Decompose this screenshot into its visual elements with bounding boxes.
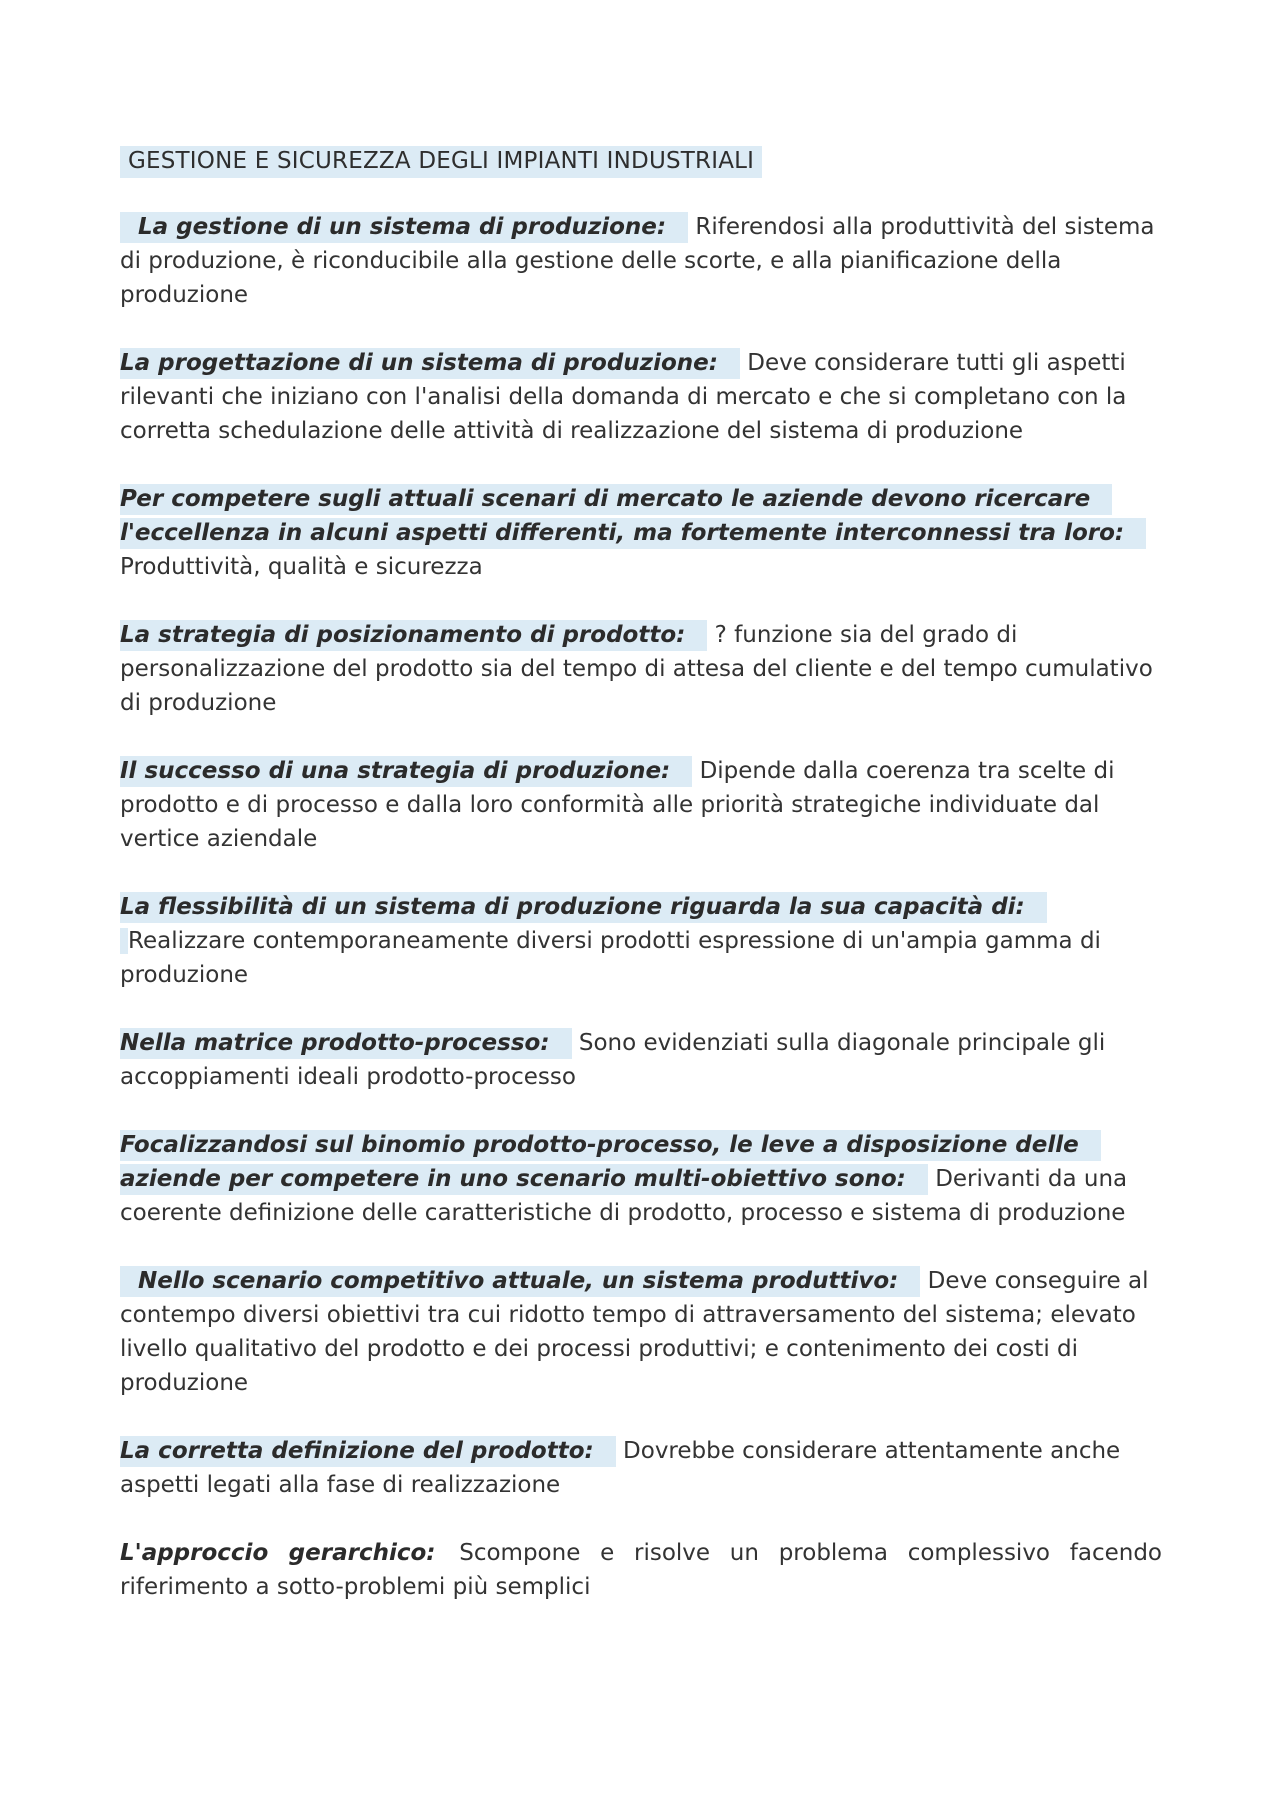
entry-term: La corretta definizione del prodotto: bbox=[120, 1436, 616, 1467]
entry-term: Il successo di una strategia di produzione: bbox=[120, 756, 692, 787]
entry-term: Nella matrice prodotto-processo: bbox=[120, 1028, 572, 1059]
entry-answer: Dovrebbe considerare attentamente anche aspetti legati alla fase di realizzazione bbox=[120, 1438, 1121, 1498]
entry-term: La flessibilità di un sistema di produzione riguarda la sua capacità di: bbox=[120, 892, 1047, 923]
entry-answer: Realizzare contemporaneamente diversi prodotti espressione di un'ampia gamma di produzione bbox=[120, 928, 1101, 988]
entry-term: L'approccio gerarchico: bbox=[120, 1540, 436, 1566]
entry-scenario-competitivo-attuale bbox=[120, 1264, 1162, 1400]
entry-answer: Produttività, qualità e sicurezza bbox=[120, 554, 483, 580]
entry-answer: Deve considerare tutti gli aspetti rilevanti che iniziano con l'analisi della domanda di mercato e che si completano con la corretta schedulazione delle attività di realizzazione del sistema di produzione bbox=[120, 350, 1127, 444]
entry-term: Per competere sugli attuali scenari di mercato le aziende devono ricercare l'eccellenza in alcuni aspetti differenti, ma fortemente interconnessi tra loro: bbox=[120, 484, 1146, 549]
entry-answer: ? funzione sia del grado di personalizzazione del prodotto sia del tempo di attesa del cliente e del tempo cumulativo di produzione bbox=[120, 622, 1153, 716]
entry-answer: Derivanti da una coerente definizione delle caratteristiche di prodotto, processo e sistema di produzione bbox=[120, 1166, 1128, 1226]
entry-answer: Scompone e risolve un problema complessivo facendo riferimento a sotto-problemi più semplici bbox=[120, 1540, 1162, 1600]
entry-matrice-prodotto-processo bbox=[120, 1026, 1162, 1094]
entry-approccio-gerarchico bbox=[120, 1536, 1162, 1604]
entry-progettazione-sistema-produzione bbox=[120, 346, 1162, 448]
entry-term: Nello scenario competitivo attuale, un sistema produttivo: bbox=[120, 1266, 920, 1297]
entry-term: La gestione di un sistema di produzione: bbox=[120, 212, 688, 243]
entry-competere-scenari-mercato bbox=[120, 482, 1162, 584]
entry-answer: Dipende dalla coerenza tra scelte di prodotto e di processo e dalla loro conformità alle priorità strategiche individuate dal vertice aziendale bbox=[120, 758, 1115, 852]
entry-gestione-sistema-produzione bbox=[120, 210, 1162, 312]
entry-term: Focalizzandosi sul binomio prodotto-processo, le leve a disposizione delle aziende per competere in uno scenario multi-obiettivo sono: bbox=[120, 1130, 1101, 1195]
entry-successo-strategia-produzione bbox=[120, 754, 1162, 856]
entry-term: La progettazione di un sistema di produzione: bbox=[120, 348, 740, 379]
entry-term: La strategia di posizionamento di prodotto: bbox=[120, 620, 707, 651]
entry-answer: Deve conseguire al contempo diversi obiettivi tra cui ridotto tempo di attraversamento del sistema; elevato livello qualitativo del prodotto e dei processi produttivi; e contenimento dei costi di produzione bbox=[120, 1268, 1149, 1396]
entry-answer: Riferendosi alla produttività del sistema di produzione, è riconducibile alla gestione delle scorte, e alla pianificazione della produzione bbox=[120, 214, 1155, 308]
entry-answer: Sono evidenziati sulla diagonale principale gli accoppiamenti ideali prodotto-processo bbox=[120, 1030, 1106, 1090]
entry-corretta-definizione-prodotto bbox=[120, 1434, 1162, 1502]
entry-strategia-posizionamento-prodotto bbox=[120, 618, 1162, 720]
entry-binomio-prodotto-processo bbox=[120, 1128, 1162, 1230]
entry-flessibilita-sistema-produzione bbox=[120, 890, 1162, 992]
document-title: GESTIONE E SICUREZZA DEGLI IMPIANTI INDUSTRIALI bbox=[120, 146, 762, 178]
